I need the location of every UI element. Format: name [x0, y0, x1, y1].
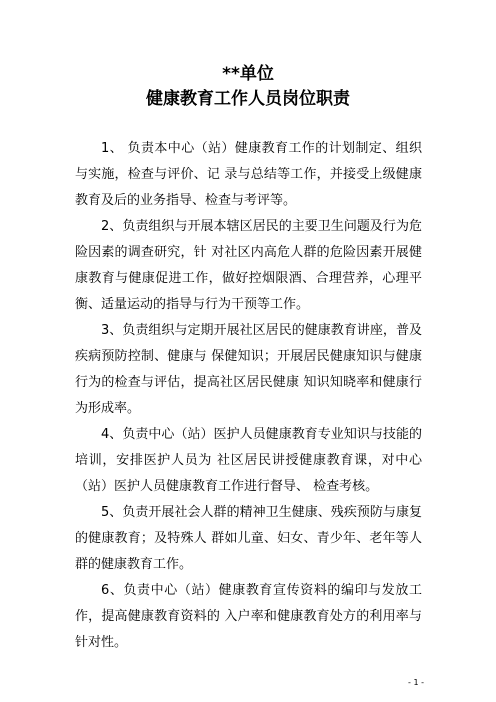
duty-paragraph-3: 3、负责组织与定期开展社区居民的健康教育讲座，普及疾病预防控制、健康与 保健知识；开展居民健康知识与健康行为的检查与评估，提高社区居民健康 知识知晓率和健康行为形成率。 — [75, 323, 422, 416]
duty-paragraph-2: 2、负责组织与开展本辖区居民的主要卫生问题及行为危险因素的调查研究，针 对社区内高危人群的危险因素开展健康教育与健康促进工作，做好控烟限酒、合理营养，心理平衡、适量运动的指导与行为干预等工作。 — [75, 219, 422, 312]
duty-paragraph-6: 6、负责中心（站）健康教育宣传资料的编印与发放工作，提高健康教育资料的 入户率和健康教育处方的利用率与针对性。 — [75, 583, 422, 650]
duty-paragraph-1: 1、 负责本中心（站）健康教育工作的计划制定、组织与实施，检查与评价、记 录与总结等工作，并接受上级健康教育及后的业务指导、检查与考评等。 — [75, 141, 422, 208]
duty-paragraph-5: 5、负责开展社会人群的精神卫生健康、残疾预防与康复的健康教育；及特殊人 群如儿童、妇女、青少年、老年等人群的健康教育工作。 — [75, 505, 422, 572]
document-title: 健康教育工作人员岗位职责 — [146, 89, 350, 109]
page-number: - 1 - — [408, 678, 424, 687]
document-title-unit: **单位 — [222, 64, 274, 84]
duty-paragraph-4: 4、负责中心（站）医护人员健康教育专业知识与技能的培训，安排医护人员为 社区居民讲授健康教育课，对中心（站）医护人员健康教育工作进行督导、 检查考核。 — [75, 427, 422, 494]
document-body — [75, 136, 422, 656]
